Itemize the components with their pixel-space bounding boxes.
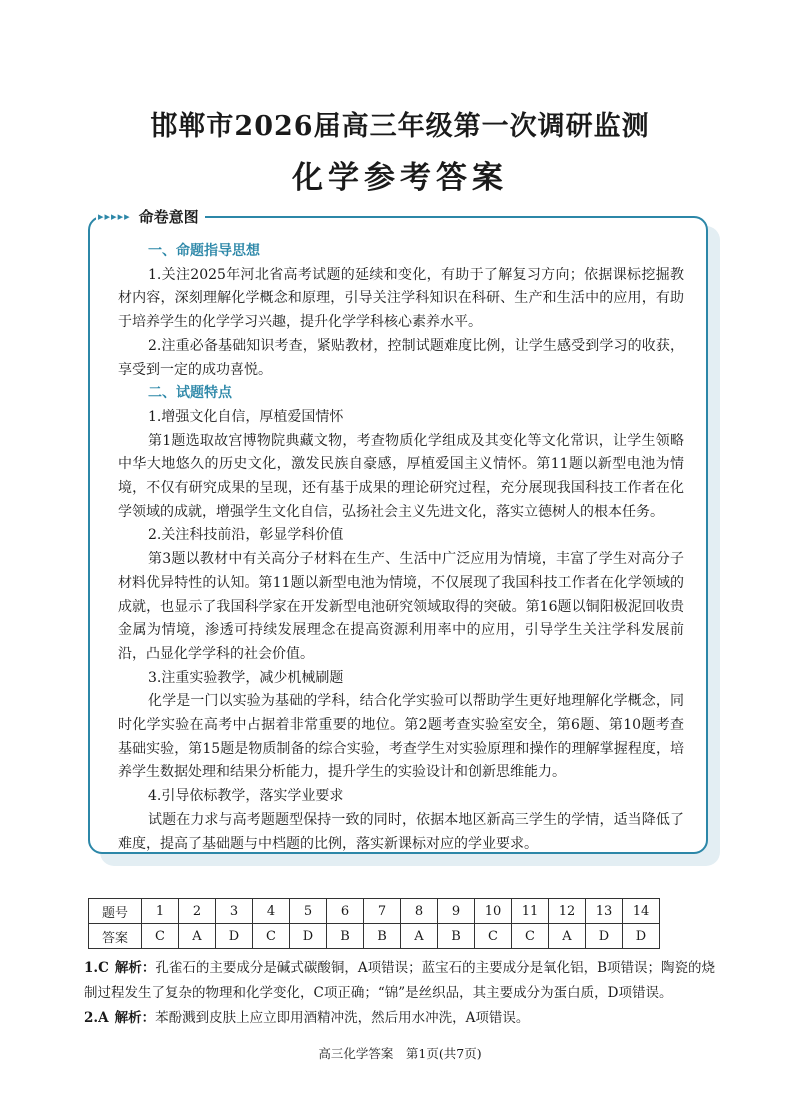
question-number-cell: 12 bbox=[549, 899, 586, 924]
question-number-cell: 14 bbox=[623, 899, 660, 924]
answer-cell: D bbox=[290, 924, 327, 949]
question-number-cell: 6 bbox=[327, 899, 364, 924]
sub-heading: 3.注重实验教学，减少机械刷题 bbox=[148, 669, 344, 686]
answer-cell: A bbox=[179, 924, 216, 949]
question-number-cell: 9 bbox=[438, 899, 475, 924]
section-title-1: 一、命题指导思想 bbox=[148, 243, 260, 259]
explanation-text: 苯酚溅到皮肤上应立即用酒精冲洗，然后用水冲洗，A项错误。 bbox=[155, 1010, 530, 1026]
answer-cell: B bbox=[327, 924, 364, 949]
answer-cell: C bbox=[142, 924, 179, 949]
page-subtitle: 化学参考答案 bbox=[292, 160, 508, 196]
section-title-2: 二、试题特点 bbox=[148, 385, 232, 402]
row-label: 答案 bbox=[89, 924, 142, 949]
explanation-1 bbox=[84, 956, 724, 1006]
answer-cell: D bbox=[216, 924, 253, 949]
panel-body bbox=[118, 240, 684, 856]
answer-cell: A bbox=[401, 924, 438, 949]
sub-heading: 4.引导依标教学，落实学业要求 bbox=[148, 788, 344, 805]
sub-heading: 2.关注科技前沿，彰显学科价值 bbox=[148, 527, 344, 544]
paragraph: 1.关注2025年河北省高考试题的延续和变化，有助于了解复习方向；依据课标挖掘教材内容，深刻理解化学概念和原理，引导关注学科知识在科研、生产和生活中的应用，有助于培养学生的化学学习兴趣，提升化学学科核心素养水平。 bbox=[118, 266, 684, 331]
panel-label: 命卷意图 bbox=[138, 207, 199, 226]
answer-cell: D bbox=[623, 924, 660, 949]
paragraph: 化学是一门以实验为基础的学科，结合化学实验可以帮助学生更好地理解化学概念，同时化学实验在高考中占据着非常重要的地位。第2题考查实验室安全，第6题、第10题考查基础实验，第15题是物质制备的综合实验，考查学生对实验原理和操作的理解掌握程度，培养学生数据处理和结果分析能力，提升学生的实验设计和创新思维能力。 bbox=[118, 693, 684, 781]
panel-header bbox=[96, 205, 205, 227]
answer-table bbox=[88, 898, 660, 949]
question-number-cell: 10 bbox=[475, 899, 512, 924]
paragraph: 2.注重必备基础知识考查，紧贴教材，控制试题难度比例，让学生感受到学习的收获，享受到一定的成功喜悦。 bbox=[118, 337, 684, 378]
question-number-cell: 1 bbox=[142, 899, 179, 924]
answer-cell: C bbox=[253, 924, 290, 949]
arrows-icon: ▸▸▸▸▸ bbox=[98, 209, 131, 223]
page-footer: 高三化学答案 第1页(共7页) bbox=[318, 1046, 482, 1061]
paragraph: 第1题选取故宫博物院典藏文物，考查物质化学组成及其变化等文化常识，让学生领略中华大地悠久的历史文化，激发民族自豪感，厚植爱国主义情怀。第11题以新型电池为情境，不仅有研究成果的呈现，还有基于成果的理论研究过程，充分展现我国科技工作者在化学领域的成就，增强学生文化自信，弘扬社会主义先进文化，落实立德树人的根本任务。 bbox=[118, 432, 684, 520]
row-label: 题号 bbox=[89, 899, 142, 924]
question-number-cell: 13 bbox=[586, 899, 623, 924]
question-number-cell: 8 bbox=[401, 899, 438, 924]
paragraph: 试题在力求与高考题题型保持一致的同时，依据本地区新高三学生的学情，适当降低了难度，提高了基础题与中档题的比例，落实新课标对应的学业要求。 bbox=[118, 811, 684, 852]
explanation-label: 解析： bbox=[114, 960, 156, 976]
question-number-cell: 7 bbox=[364, 899, 401, 924]
explanation-text: 孔雀石的主要成分是碱式碳酸铜，A项错误；蓝宝石的主要成分是氧化铝，B项错误；陶瓷的烧制过程发生了复杂的物理和化学变化，C项正确；“锦”是丝织品，其主要成分为蛋白质，D项错误。 bbox=[84, 960, 716, 1001]
page-title: 邯郸市2026届高三年级第一次调研监测 bbox=[150, 111, 650, 142]
explanation-2 bbox=[84, 1006, 724, 1031]
question-number-cell: 2 bbox=[179, 899, 216, 924]
answer-cell: C bbox=[512, 924, 549, 949]
question-number: 2.A bbox=[84, 1010, 109, 1026]
question-number: 1.C bbox=[84, 960, 109, 976]
table-row bbox=[89, 899, 660, 924]
explanation-label: 解析： bbox=[114, 1010, 156, 1026]
answer-cell: B bbox=[364, 924, 401, 949]
question-number-cell: 5 bbox=[290, 899, 327, 924]
question-number-cell: 11 bbox=[512, 899, 549, 924]
question-number-cell: 4 bbox=[253, 899, 290, 924]
question-number-cell: 3 bbox=[216, 899, 253, 924]
answer-cell: B bbox=[438, 924, 475, 949]
answer-cell: C bbox=[475, 924, 512, 949]
table-row bbox=[89, 924, 660, 949]
paragraph: 第3题以教材中有关高分子材料在生产、生活中广泛应用为情境，丰富了学生对高分子材料优异特性的认知。第11题以新型电池为情境，不仅展现了我国科技工作者在化学领域的成就，也显示了我国科学家在开发新型电池研究领域取得的突破。第16题以铜阳极泥回收贵金属为情境，渗透可持续发展理念在提高资源利用率中的应用，引导学生关注学科发展前沿，凸显化学学科的社会价值。 bbox=[118, 551, 684, 662]
answer-cell: A bbox=[549, 924, 586, 949]
sub-heading: 1.增强文化自信，厚植爱国情怀 bbox=[148, 408, 344, 425]
answer-cell: D bbox=[586, 924, 623, 949]
